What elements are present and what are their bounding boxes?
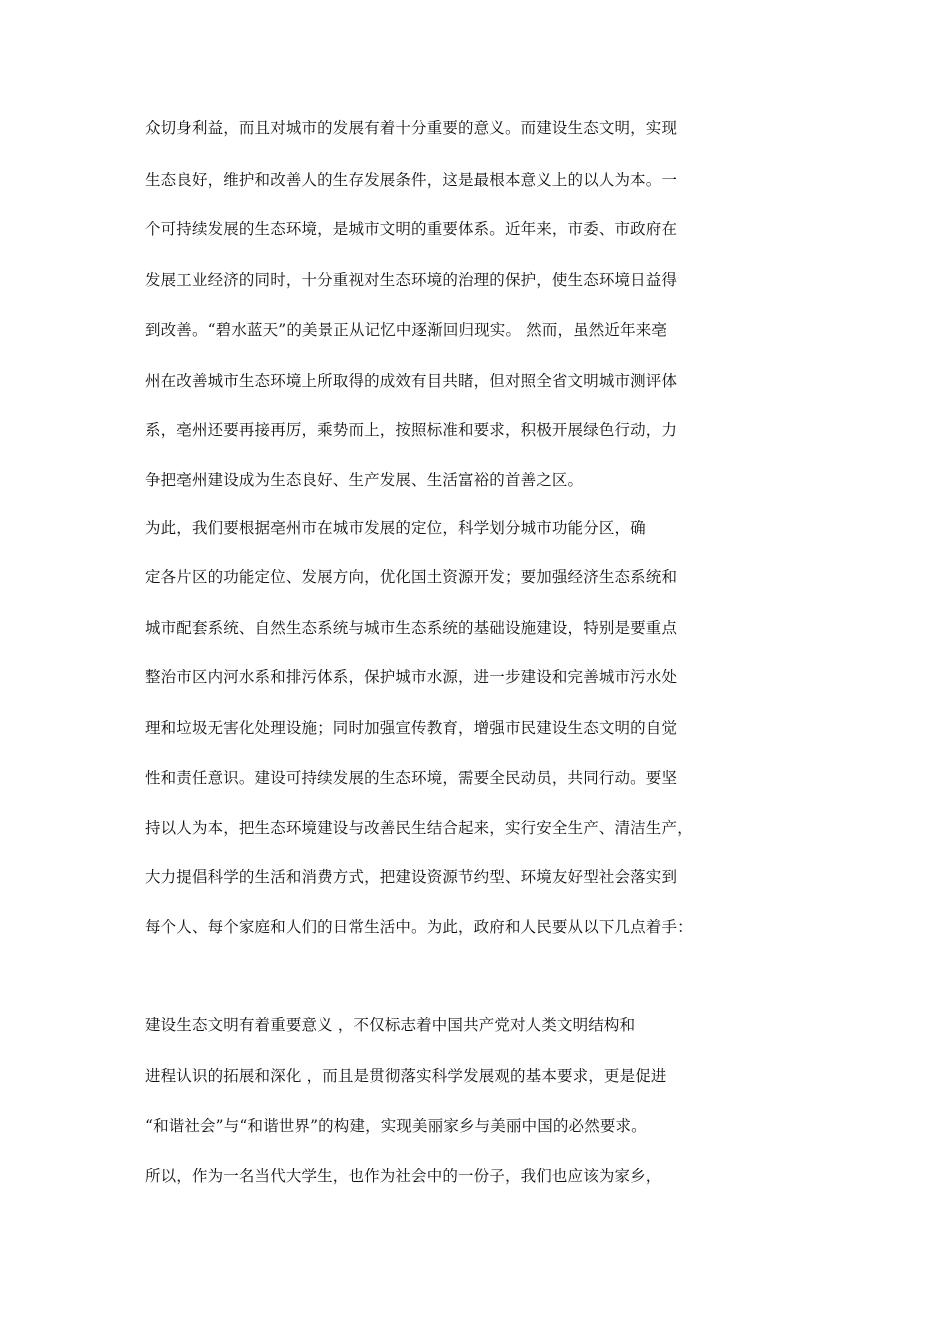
- text-line: 建设生态文明有着重要意义 ，不仅标志着中国共产党对人类文明结构和: [145, 1016, 636, 1034]
- text-line: 争把亳州建设成为生态良好、生产发展、生活富裕的首善之区。: [145, 471, 584, 489]
- text-line: 所以，作为一名当代大学生，也作为社会中的一份子，我们也应该为家乡，: [145, 1167, 662, 1185]
- text-line: 持以人为本，把生态环境建设与改善民生结合起来，实行安全生产、清洁生产，: [145, 819, 693, 837]
- text-line: 发展工业经济的同时，十分重视对生态环境的治理的保护，使生态环境日益得: [145, 271, 678, 289]
- text-line: 系，亳州还要再接再厉，乘势而上，按照标准和要求，积极开展绿色行动，力: [145, 421, 678, 439]
- text-line: 理和垃圾无害化处理设施；同时加强宣传教育，增强市民建设生态文明的自觉: [145, 719, 678, 737]
- text-line: 定各片区的功能定位、发展方向，优化国土资源开发；要加强经济生态系统和: [145, 568, 678, 586]
- text-line: 众切身利益，而且对城市的发展有着十分重要的意义。而建设生态文明，实现: [145, 119, 678, 137]
- text-line: 每个人、每个家庭和人们的日常生活中。为此，政府和人民要从以下几点着手：: [145, 918, 693, 936]
- text-line: 为此，我们要根据亳州市在城市发展的定位，科学划分城市功能分区，确: [145, 519, 646, 537]
- text-line: 进程认识的拓展和深化 ，而且是贯彻落实科学发展观的基本要求，更是促进: [145, 1067, 667, 1085]
- text-line: 个可持续发展的生态环境，是城市文明的重要体系。近年来，市委、市政府在: [145, 220, 678, 238]
- text-line: 整治市区内河水系和排污体系，保护城市水源，进一步建设和完善城市污水处: [145, 668, 678, 686]
- text-line: 到改善。“碧水蓝天”的美景正从记忆中逐渐回归现实。 然而，虽然近年来亳: [145, 321, 668, 339]
- text-line: 生态良好，维护和改善人的生存发展条件，这是最根本意义上的以人为本。一: [145, 171, 678, 189]
- text-line: “和谐社会”与“和谐世界”的构建，实现美丽家乡与美丽中国的必然要求。: [145, 1117, 647, 1135]
- text-line: 性和责任意识。建设可持续发展的生态环境，需要全民动员，共同行动。要坚: [145, 769, 678, 787]
- text-line: 大力提倡科学的生活和消费方式，把建设资源节约型、环境友好型社会落实到: [145, 868, 678, 886]
- text-line: 城市配套系统、自然生态系统与城市生态系统的基础设施建设，特别是要重点: [145, 619, 678, 637]
- text-line: 州在改善城市生态环境上所取得的成效有目共睹，但对照全省文明城市测评体: [145, 372, 678, 390]
